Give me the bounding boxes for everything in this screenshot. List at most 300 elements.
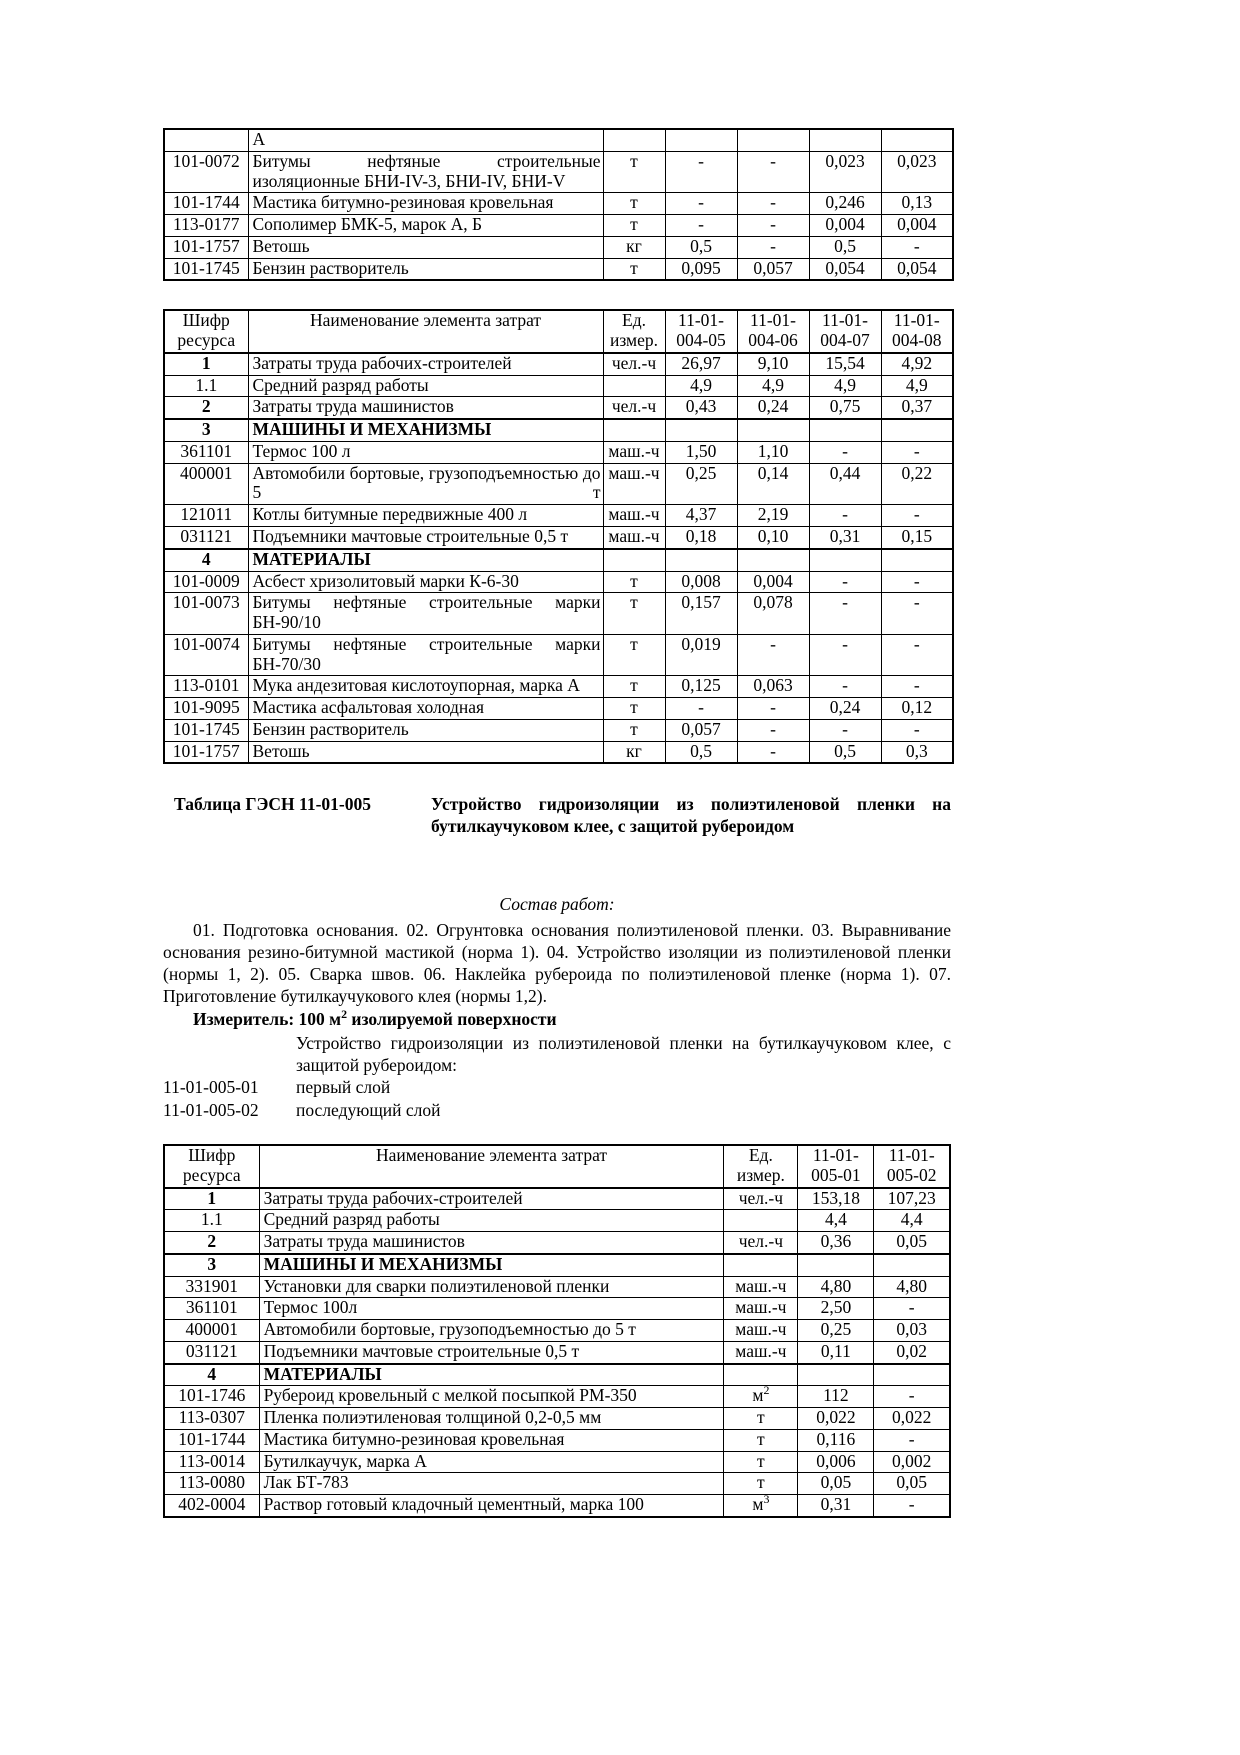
cell-value-1: 0,022 bbox=[798, 1408, 874, 1430]
cell-resource-code: 3 bbox=[164, 1254, 259, 1276]
cell-value-1: 112 bbox=[798, 1386, 874, 1408]
cell-value-2: 4,9 bbox=[737, 375, 809, 397]
cell-value-2 bbox=[874, 1364, 950, 1386]
cell-value-4: 0,22 bbox=[881, 463, 953, 505]
header-cell-norm-2: 11-01- 004-06 bbox=[737, 310, 809, 353]
cell-value-4: 0,13 bbox=[881, 193, 953, 215]
table-gesn-11-01-004 bbox=[163, 309, 954, 764]
table-row bbox=[164, 1298, 950, 1320]
cell-resource-code: 101-1757 bbox=[164, 236, 248, 258]
table-row bbox=[164, 593, 953, 635]
cell-value-3: 0,004 bbox=[809, 215, 881, 237]
cell-resource-name: А bbox=[248, 129, 603, 151]
cell-unit bbox=[603, 129, 665, 151]
sostav-rabot-heading: Состав работ: bbox=[499, 894, 615, 915]
cell-value-1: 0,125 bbox=[665, 676, 737, 698]
cell-value-3: 0,31 bbox=[809, 527, 881, 549]
cell-value-2 bbox=[737, 419, 809, 441]
table-gesn-11-01-005 bbox=[163, 1144, 951, 1518]
cell-resource-name: МАШИНЫ И МЕХАНИЗМЫ bbox=[259, 1254, 724, 1276]
table-row bbox=[164, 1232, 950, 1254]
cell-value-4: 0,023 bbox=[881, 151, 953, 193]
table-row bbox=[164, 236, 953, 258]
table-row bbox=[164, 463, 953, 505]
table-row bbox=[164, 419, 953, 441]
cell-unit: т bbox=[603, 634, 665, 676]
cell-value-4: - bbox=[881, 593, 953, 635]
cell-unit: кг bbox=[603, 236, 665, 258]
cell-resource-name: Битумы нефтяные строительные марки БН-90/10 bbox=[248, 593, 603, 635]
cell-resource-name: Автомобили бортовые, грузоподъемностью до 5 т bbox=[259, 1320, 724, 1342]
cell-resource-name: Мастика битумно-резиновая кровельная bbox=[259, 1429, 724, 1451]
cell-value-1: 0,05 bbox=[798, 1473, 874, 1495]
table-row bbox=[164, 397, 953, 419]
cell-resource-code: 101-1757 bbox=[164, 741, 248, 763]
cell-unit: маш.-ч bbox=[724, 1341, 798, 1363]
cell-value-1: - bbox=[665, 215, 737, 237]
norm-row bbox=[163, 1076, 951, 1099]
cell-value-3: - bbox=[809, 441, 881, 463]
cell-value-2: - bbox=[874, 1298, 950, 1320]
cell-resource-code: 101-0072 bbox=[164, 151, 248, 193]
cell-value-2: 0,022 bbox=[874, 1408, 950, 1430]
cell-resource-name: Раствор готовый кладочный цементный, марка 100 bbox=[259, 1495, 724, 1517]
cell-value-1: - bbox=[665, 698, 737, 720]
cell-value-1: 0,006 bbox=[798, 1451, 874, 1473]
cell-resource-name: Котлы битумные передвижные 400 л bbox=[248, 505, 603, 527]
table-row bbox=[164, 258, 953, 280]
page-content bbox=[163, 128, 951, 1518]
cell-value-1: 0,11 bbox=[798, 1341, 874, 1363]
norm-code: 11-01-005-01 bbox=[163, 1077, 259, 1098]
cell-resource-name: Пленка полиэтиленовая толщиной 0,2-0,5 мм bbox=[259, 1408, 724, 1430]
cell-unit: т bbox=[603, 215, 665, 237]
cell-value-1 bbox=[665, 129, 737, 151]
cell-value-3 bbox=[809, 129, 881, 151]
cell-value-3: 0,5 bbox=[809, 741, 881, 763]
table-row bbox=[164, 505, 953, 527]
cell-value-1 bbox=[665, 549, 737, 571]
cell-resource-code: 4 bbox=[164, 1364, 259, 1386]
cell-value-1 bbox=[665, 419, 737, 441]
cell-value-4: 0,37 bbox=[881, 397, 953, 419]
cell-value-4: - bbox=[881, 719, 953, 741]
cell-value-2 bbox=[737, 549, 809, 571]
cell-unit: чел.-ч bbox=[603, 397, 665, 419]
cell-resource-code: 1 bbox=[164, 353, 248, 375]
cell-value-3: - bbox=[809, 571, 881, 593]
cell-unit: маш.-ч bbox=[724, 1320, 798, 1342]
cell-resource-name: Бензин растворитель bbox=[248, 719, 603, 741]
cell-resource-name: Затраты труда рабочих-строителей bbox=[259, 1188, 724, 1210]
cell-value-1 bbox=[798, 1364, 874, 1386]
cell-resource-code: 3 bbox=[164, 419, 248, 441]
cell-value-3: 0,24 bbox=[809, 698, 881, 720]
cell-unit: маш.-ч bbox=[724, 1298, 798, 1320]
cell-value-2: - bbox=[874, 1386, 950, 1408]
table-gesn-11-01-004-materials-continued bbox=[163, 128, 954, 281]
cell-value-1: 0,43 bbox=[665, 397, 737, 419]
table-row bbox=[164, 151, 953, 193]
cell-resource-name: Затраты труда машинистов bbox=[248, 397, 603, 419]
cell-value-1: 0,019 bbox=[665, 634, 737, 676]
norm-row bbox=[163, 1099, 951, 1122]
table-row bbox=[164, 571, 953, 593]
cell-value-4: - bbox=[881, 441, 953, 463]
cell-unit: маш.-ч bbox=[603, 527, 665, 549]
cell-value-4 bbox=[881, 129, 953, 151]
cell-resource-name: МАШИНЫ И МЕХАНИЗМЫ bbox=[248, 419, 603, 441]
cell-value-3: - bbox=[809, 676, 881, 698]
cell-unit bbox=[603, 419, 665, 441]
cell-unit bbox=[603, 375, 665, 397]
cell-value-2: 0,05 bbox=[874, 1232, 950, 1254]
cell-unit: т bbox=[603, 676, 665, 698]
table-row bbox=[164, 1341, 950, 1363]
cell-value-1: 0,008 bbox=[665, 571, 737, 593]
table-row bbox=[164, 193, 953, 215]
cell-value-3: - bbox=[809, 634, 881, 676]
cell-resource-code: 101-1746 bbox=[164, 1386, 259, 1408]
cell-unit: маш.-ч bbox=[603, 505, 665, 527]
cell-resource-code: 101-1745 bbox=[164, 719, 248, 741]
cell-value-2: - bbox=[737, 193, 809, 215]
norm-code: 11-01-005-02 bbox=[163, 1100, 259, 1121]
cell-resource-code: 101-0073 bbox=[164, 593, 248, 635]
cell-value-1: 2,50 bbox=[798, 1298, 874, 1320]
cell-resource-code: 113-0307 bbox=[164, 1408, 259, 1430]
cell-value-4: 0,15 bbox=[881, 527, 953, 549]
table-row bbox=[164, 527, 953, 549]
cell-unit: т bbox=[603, 571, 665, 593]
cell-value-2: - bbox=[737, 741, 809, 763]
table-row bbox=[164, 741, 953, 763]
cell-value-2: 107,23 bbox=[874, 1188, 950, 1210]
cell-resource-code: 2 bbox=[164, 1232, 259, 1254]
cell-resource-name: Сополимер БМК-5, марок А, Б bbox=[248, 215, 603, 237]
header-cell-unit bbox=[603, 310, 665, 353]
cell-value-2: - bbox=[874, 1495, 950, 1517]
table-row bbox=[164, 1429, 950, 1451]
cell-value-2: 4,4 bbox=[874, 1210, 950, 1232]
cell-value-3: - bbox=[809, 719, 881, 741]
cell-value-1: 0,25 bbox=[665, 463, 737, 505]
cell-resource-code: 101-1745 bbox=[164, 258, 248, 280]
norm-intro-text: Устройство гидроизоляции из полиэтиленовой пленки на бутилкаучуковом клее, с защитой рубероидом: bbox=[296, 1033, 951, 1076]
cell-resource-name: Мастика асфальтовая холодная bbox=[248, 698, 603, 720]
cell-unit: т bbox=[724, 1473, 798, 1495]
cell-resource-code: 113-0014 bbox=[164, 1451, 259, 1473]
cell-value-2: 0,02 bbox=[874, 1341, 950, 1363]
cell-value-1: 0,36 bbox=[798, 1232, 874, 1254]
unit-superscript: 2 bbox=[763, 1383, 770, 1398]
cell-value-1 bbox=[798, 1254, 874, 1276]
table-row bbox=[164, 1254, 950, 1276]
cell-value-2: 0,03 bbox=[874, 1320, 950, 1342]
cell-value-1: 0,057 bbox=[665, 719, 737, 741]
izmeritel-line bbox=[163, 1009, 951, 1030]
cell-resource-code: 402-0004 bbox=[164, 1495, 259, 1517]
norm-label: первый слой bbox=[296, 1077, 391, 1098]
table-row bbox=[164, 129, 953, 151]
cell-unit: т bbox=[724, 1408, 798, 1430]
cell-unit: т bbox=[603, 193, 665, 215]
cell-value-3: 4,9 bbox=[809, 375, 881, 397]
cell-value-4: - bbox=[881, 634, 953, 676]
cell-value-1: 4,4 bbox=[798, 1210, 874, 1232]
table-row bbox=[164, 1188, 950, 1210]
table-row bbox=[164, 1473, 950, 1495]
header-code-line1: Шифр bbox=[182, 310, 230, 331]
table-row bbox=[164, 1495, 950, 1517]
table-row bbox=[164, 1276, 950, 1298]
cell-value-2: 4,80 bbox=[874, 1276, 950, 1298]
cell-resource-name: Ветошь bbox=[248, 741, 603, 763]
cell-unit: чел.-ч bbox=[724, 1188, 798, 1210]
cell-resource-code: 101-9095 bbox=[164, 698, 248, 720]
header-cell-code bbox=[164, 310, 248, 353]
cell-value-4: - bbox=[881, 505, 953, 527]
cell-resource-code: 031121 bbox=[164, 527, 248, 549]
header-cell-norm-3: 11-01- 004-07 bbox=[809, 310, 881, 353]
cell-resource-name: Автомобили бортовые, грузоподъемностью до 5 т bbox=[248, 463, 603, 505]
header-cell-norm-1: 11-01- 005-01 bbox=[798, 1145, 874, 1188]
cell-resource-code: 113-0101 bbox=[164, 676, 248, 698]
cell-unit bbox=[724, 1210, 798, 1232]
cell-value-1: 4,9 bbox=[665, 375, 737, 397]
cell-value-1: 4,37 bbox=[665, 505, 737, 527]
cell-resource-code: 331901 bbox=[164, 1276, 259, 1298]
cell-value-1: 0,5 bbox=[665, 236, 737, 258]
cell-value-3: 0,5 bbox=[809, 236, 881, 258]
table-row bbox=[164, 1408, 950, 1430]
header-cell-norm-4: 11-01- 004-08 bbox=[881, 310, 953, 353]
cell-value-4: 0,12 bbox=[881, 698, 953, 720]
cell-unit bbox=[724, 1364, 798, 1386]
cell-unit: кг bbox=[603, 741, 665, 763]
izmeritel-suffix: изолируемой поверхности bbox=[347, 1009, 557, 1030]
cell-value-4: 0,3 bbox=[881, 741, 953, 763]
cell-value-2: 0,10 bbox=[737, 527, 809, 549]
cell-value-3: 0,246 bbox=[809, 193, 881, 215]
cell-unit: т bbox=[724, 1429, 798, 1451]
table-row bbox=[164, 719, 953, 741]
header-cell-name: Наименование элемента затрат bbox=[248, 310, 603, 353]
header-cell-name: Наименование элемента затрат bbox=[259, 1145, 724, 1188]
header-unit-line1: Ед. bbox=[622, 310, 646, 331]
cell-resource-name: МАТЕРИАЛЫ bbox=[248, 549, 603, 571]
cell-value-1: 0,116 bbox=[798, 1429, 874, 1451]
cell-resource-code: 101-1744 bbox=[164, 193, 248, 215]
cell-value-2: - bbox=[874, 1429, 950, 1451]
cell-value-4 bbox=[881, 549, 953, 571]
cell-resource-code: 101-0074 bbox=[164, 634, 248, 676]
cell-resource-name: Мука андезитовая кислотоупорная, марка А bbox=[248, 676, 603, 698]
cell-resource-name: Ветошь bbox=[248, 236, 603, 258]
cell-resource-code: 1.1 bbox=[164, 375, 248, 397]
cell-value-2: - bbox=[737, 634, 809, 676]
cell-resource-code: 101-0009 bbox=[164, 571, 248, 593]
cell-resource-code: 113-0177 bbox=[164, 215, 248, 237]
cell-value-2: 2,19 bbox=[737, 505, 809, 527]
table-row bbox=[164, 353, 953, 375]
cell-resource-code: 4 bbox=[164, 549, 248, 571]
norm-label: последующий слой bbox=[296, 1100, 441, 1121]
cell-value-4: - bbox=[881, 676, 953, 698]
header-cell-norm-1: 11-01- 004-05 bbox=[665, 310, 737, 353]
cell-value-1: 0,157 bbox=[665, 593, 737, 635]
cell-value-1: 0,25 bbox=[798, 1320, 874, 1342]
cell-value-1: 153,18 bbox=[798, 1188, 874, 1210]
cell-value-2: - bbox=[737, 719, 809, 741]
cell-resource-name: Затраты труда машинистов bbox=[259, 1232, 724, 1254]
izmeritel-superscript: 2 bbox=[341, 1007, 348, 1022]
cell-resource-name: Лак БТ-783 bbox=[259, 1473, 724, 1495]
cell-resource-name: Асбест хризолитовый марки К-6-30 bbox=[248, 571, 603, 593]
cell-value-2: 0,002 bbox=[874, 1451, 950, 1473]
cell-value-2: 0,05 bbox=[874, 1473, 950, 1495]
table-row bbox=[164, 1320, 950, 1342]
cell-resource-name: Подъемники мачтовые строительные 0,5 т bbox=[259, 1341, 724, 1363]
cell-resource-name: Установки для сварки полиэтиленовой пленки bbox=[259, 1276, 724, 1298]
cell-resource-code: 361101 bbox=[164, 441, 248, 463]
cell-value-3: - bbox=[809, 593, 881, 635]
cell-resource-code: 400001 bbox=[164, 1320, 259, 1342]
cell-resource-code: 121011 bbox=[164, 505, 248, 527]
header-code-line2: ресурса bbox=[177, 330, 236, 351]
table-number-label: Таблица ГЭСН 11-01-005 bbox=[174, 794, 371, 815]
cell-value-4: - bbox=[881, 571, 953, 593]
cell-value-3: 0,44 bbox=[809, 463, 881, 505]
cell-unit: маш.-ч bbox=[724, 1276, 798, 1298]
cell-value-2: 1,10 bbox=[737, 441, 809, 463]
cell-resource-code: 031121 bbox=[164, 1341, 259, 1363]
table-row bbox=[164, 1451, 950, 1473]
sostav-rabot-text: 01. Подготовка основания. 02. Огрунтовка основания полиэтиленовой пленки. 03. Выравнивание основания резино-битумной мастикой (норма 1). 04. Устройство изоляции из полиэтиленовой пленки (нормы 1, 2). 05. Сварка швов. 06. Наклейка рубероида по полиэтиленовой пленке (норма 1). 07. Приготовление бутилкаучукового клея (нормы 1,2). bbox=[163, 920, 951, 1007]
cell-unit: маш.-ч bbox=[603, 463, 665, 505]
cell-resource-name: Битумы нефтяные строительные изоляционные БНИ-IV-3, БНИ-IV, БНИ-V bbox=[248, 151, 603, 193]
cell-resource-code: 400001 bbox=[164, 463, 248, 505]
cell-unit: маш.-ч bbox=[603, 441, 665, 463]
cell-value-1: 26,97 bbox=[665, 353, 737, 375]
cell-value-4: 4,9 bbox=[881, 375, 953, 397]
cell-resource-name: Бензин растворитель bbox=[248, 258, 603, 280]
cell-unit: $м^3$ bbox=[724, 1495, 798, 1517]
cell-resource-name: Рубероид кровельный с мелкой посыпкой РМ-350 bbox=[259, 1386, 724, 1408]
cell-value-2: 9,10 bbox=[737, 353, 809, 375]
cell-resource-name: Термос 100л bbox=[259, 1298, 724, 1320]
cell-resource-code bbox=[164, 129, 248, 151]
cell-unit: т bbox=[603, 719, 665, 741]
table-row bbox=[164, 676, 953, 698]
cell-value-1: - bbox=[665, 193, 737, 215]
header-cell-unit: Ед. измер. bbox=[724, 1145, 798, 1188]
cell-value-2: - bbox=[737, 236, 809, 258]
cell-resource-name: Бутилкаучук, марка А bbox=[259, 1451, 724, 1473]
cell-unit: чел.-ч bbox=[603, 353, 665, 375]
table-row bbox=[164, 441, 953, 463]
cell-unit: т bbox=[603, 258, 665, 280]
cell-value-2 bbox=[737, 129, 809, 151]
cell-value-2: 0,004 bbox=[737, 571, 809, 593]
cell-value-2: - bbox=[737, 215, 809, 237]
cell-value-3: 15,54 bbox=[809, 353, 881, 375]
cell-unit: $м^2$ bbox=[724, 1386, 798, 1408]
table-title-text: Устройство гидроизоляции из полиэтиленовой пленки на бутилкаучуковом клее, с защитой рубероидом bbox=[431, 794, 951, 837]
cell-unit bbox=[603, 549, 665, 571]
cell-resource-name: Мастика битумно-резиновая кровельная bbox=[248, 193, 603, 215]
table-row bbox=[164, 549, 953, 571]
header-cell-code: Шифр ресурса bbox=[164, 1145, 259, 1188]
cell-resource-code: 2 bbox=[164, 397, 248, 419]
cell-resource-code: 1 bbox=[164, 1188, 259, 1210]
cell-resource-name: Подъемники мачтовые строительные 0,5 т bbox=[248, 527, 603, 549]
table-section-heading bbox=[163, 794, 951, 838]
table-row bbox=[164, 1210, 950, 1232]
cell-resource-code: 101-1744 bbox=[164, 1429, 259, 1451]
cell-resource-code: 361101 bbox=[164, 1298, 259, 1320]
table-header-row bbox=[164, 310, 953, 353]
cell-value-3 bbox=[809, 549, 881, 571]
cell-resource-code: 113-0080 bbox=[164, 1473, 259, 1495]
cell-value-2: 0,14 bbox=[737, 463, 809, 505]
cell-value-1: 0,095 bbox=[665, 258, 737, 280]
cell-unit: т bbox=[603, 151, 665, 193]
cell-unit: т bbox=[603, 698, 665, 720]
cell-value-1: 0,18 bbox=[665, 527, 737, 549]
cell-value-3 bbox=[809, 419, 881, 441]
cell-value-4: - bbox=[881, 236, 953, 258]
cell-value-2 bbox=[874, 1254, 950, 1276]
table-row bbox=[164, 698, 953, 720]
cell-value-2: 0,063 bbox=[737, 676, 809, 698]
cell-value-4: 4,92 bbox=[881, 353, 953, 375]
cell-value-1: 0,31 bbox=[798, 1495, 874, 1517]
unit-superscript: 3 bbox=[763, 1492, 770, 1507]
cell-resource-name: Битумы нефтяные строительные марки БН-70/30 bbox=[248, 634, 603, 676]
cell-value-2: - bbox=[737, 151, 809, 193]
table-row bbox=[164, 634, 953, 676]
cell-resource-name: Термос 100 л bbox=[248, 441, 603, 463]
cell-resource-name: Затраты труда рабочих-строителей bbox=[248, 353, 603, 375]
cell-value-4 bbox=[881, 419, 953, 441]
table-row bbox=[164, 215, 953, 237]
cell-unit bbox=[724, 1254, 798, 1276]
cell-value-1: - bbox=[665, 151, 737, 193]
izmeritel-prefix: Измеритель: 100 м bbox=[193, 1009, 342, 1030]
cell-resource-name: Средний разряд работы bbox=[259, 1210, 724, 1232]
cell-resource-code: 1.1 bbox=[164, 1210, 259, 1232]
cell-unit: т bbox=[603, 593, 665, 635]
cell-unit: чел.-ч bbox=[724, 1232, 798, 1254]
cell-value-2: 0,078 bbox=[737, 593, 809, 635]
cell-value-3: 0,023 bbox=[809, 151, 881, 193]
cell-resource-name: Средний разряд работы bbox=[248, 375, 603, 397]
cell-value-3: 0,054 bbox=[809, 258, 881, 280]
cell-value-1: 1,50 bbox=[665, 441, 737, 463]
cell-value-4: 0,054 bbox=[881, 258, 953, 280]
header-unit-line2: измер. bbox=[610, 330, 658, 351]
table-row bbox=[164, 1386, 950, 1408]
cell-value-2: 0,24 bbox=[737, 397, 809, 419]
header-cell-norm-2: 11-01- 005-02 bbox=[874, 1145, 950, 1188]
cell-value-3: 0,75 bbox=[809, 397, 881, 419]
table-header-row bbox=[164, 1145, 950, 1188]
cell-value-2: 0,057 bbox=[737, 258, 809, 280]
cell-resource-name: МАТЕРИАЛЫ bbox=[259, 1364, 724, 1386]
table-row bbox=[164, 375, 953, 397]
cell-value-2: - bbox=[737, 698, 809, 720]
